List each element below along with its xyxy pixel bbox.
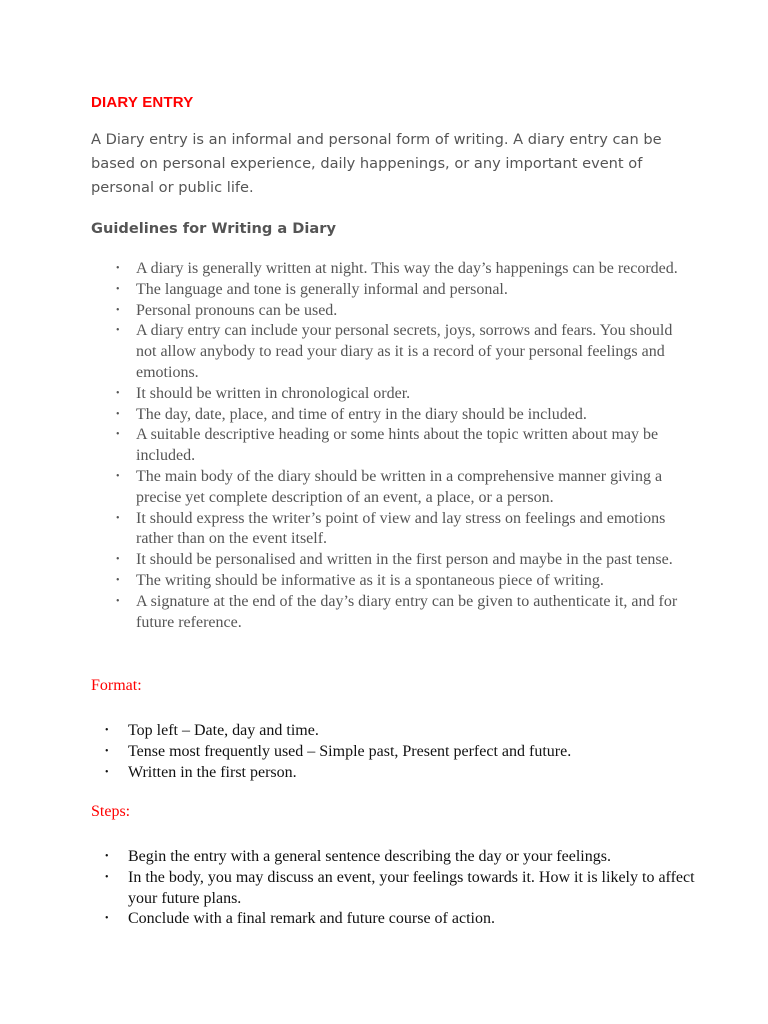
list-item xyxy=(116,259,696,280)
list-item-text: A suitable descriptive heading or some hints about the topic written about may be included. xyxy=(136,426,659,465)
guidelines-list xyxy=(116,259,696,633)
steps-list xyxy=(105,847,708,930)
list-item xyxy=(116,467,696,509)
list-item-text: In the body, you may discuss an event, your feelings towards it. How it is likely to affect your future plans. xyxy=(128,868,695,907)
bullet-icon: • xyxy=(116,325,120,337)
document-title: DIARY ENTRY xyxy=(91,94,194,111)
list-item-text: The day, date, place, and time of entry in the diary should be included. xyxy=(136,405,587,423)
list-item-text: The main body of the diary should be written in a comprehensive manner giving a precise yet complete description of an event, a place, or a person. xyxy=(136,467,663,506)
list-item xyxy=(105,909,708,930)
list-item xyxy=(116,280,696,301)
bullet-icon: • xyxy=(105,871,109,883)
bullet-icon: • xyxy=(116,283,120,295)
bullet-icon: • xyxy=(116,387,120,399)
list-item xyxy=(116,571,696,592)
list-item xyxy=(105,868,708,910)
list-item-text: A diary entry can include your personal secrets, joys, sorrows and fears. You should not allow anybody to read your diary as it is a record of your personal feelings and emotions. xyxy=(136,322,673,381)
list-item-text: Personal pronouns can be used. xyxy=(136,301,338,319)
bullet-icon: • xyxy=(116,595,120,607)
list-item-text: The writing should be informative as it is a spontaneous piece of writing. xyxy=(136,571,604,589)
bullet-icon: • xyxy=(116,304,120,316)
list-item-text: It should express the writer’s point of view and lay stress on feelings and emotions rather than on the event itself. xyxy=(136,509,666,548)
bullet-icon: • xyxy=(116,574,120,586)
bullet-icon: • xyxy=(105,766,109,778)
list-item xyxy=(116,321,696,383)
list-item-text: A signature at the end of the day’s diary entry can be given to authenticate it, and for future reference. xyxy=(136,592,678,631)
list-item xyxy=(116,550,696,571)
steps-heading: Steps: xyxy=(91,803,131,820)
list-item-text: Conclude with a final remark and future course of action. xyxy=(128,910,495,928)
list-item-text: It should be personalised and written in the first person and maybe in the past tense. xyxy=(136,551,673,569)
format-list xyxy=(105,721,708,783)
bullet-icon: • xyxy=(105,725,109,736)
bullet-icon: • xyxy=(116,512,120,524)
list-item xyxy=(116,301,696,322)
bullet-icon: • xyxy=(116,429,120,441)
list-item-text: Begin the entry with a general sentence describing the day or your feelings. xyxy=(128,848,611,865)
list-item-text: Written in the first person. xyxy=(128,763,297,781)
list-item-text: Top left – Date, day and time. xyxy=(128,722,319,739)
bullet-icon: • xyxy=(105,851,109,862)
list-item xyxy=(116,405,696,426)
format-heading: Format: xyxy=(91,677,142,694)
list-item xyxy=(105,847,708,868)
bullet-icon: • xyxy=(105,745,109,757)
bullet-icon: • xyxy=(116,554,120,566)
list-item-text: The language and tone is generally informal and personal. xyxy=(136,280,508,298)
bullet-icon: • xyxy=(105,913,109,925)
bullet-icon: • xyxy=(116,470,120,482)
list-item xyxy=(116,384,696,405)
list-item xyxy=(116,425,696,467)
bullet-icon: • xyxy=(116,263,120,274)
list-item-text: A diary is generally written at night. This way the day’s happenings can be recorded. xyxy=(136,260,678,277)
bullet-icon: • xyxy=(116,408,120,420)
list-item-text: It should be written in chronological order. xyxy=(136,384,411,402)
list-item xyxy=(105,721,708,742)
guidelines-heading: Guidelines for Writing a Diary xyxy=(91,220,336,237)
intro-paragraph: A Diary entry is an informal and personal form of writing. A diary entry can be based on personal experience, daily happenings, or any important event of personal or public life. xyxy=(91,131,662,196)
list-item xyxy=(116,592,696,634)
list-item-text: Tense most frequently used – Simple past, Present perfect and future. xyxy=(128,742,572,760)
list-item xyxy=(116,509,696,551)
list-item xyxy=(105,742,708,763)
list-item xyxy=(105,763,708,784)
